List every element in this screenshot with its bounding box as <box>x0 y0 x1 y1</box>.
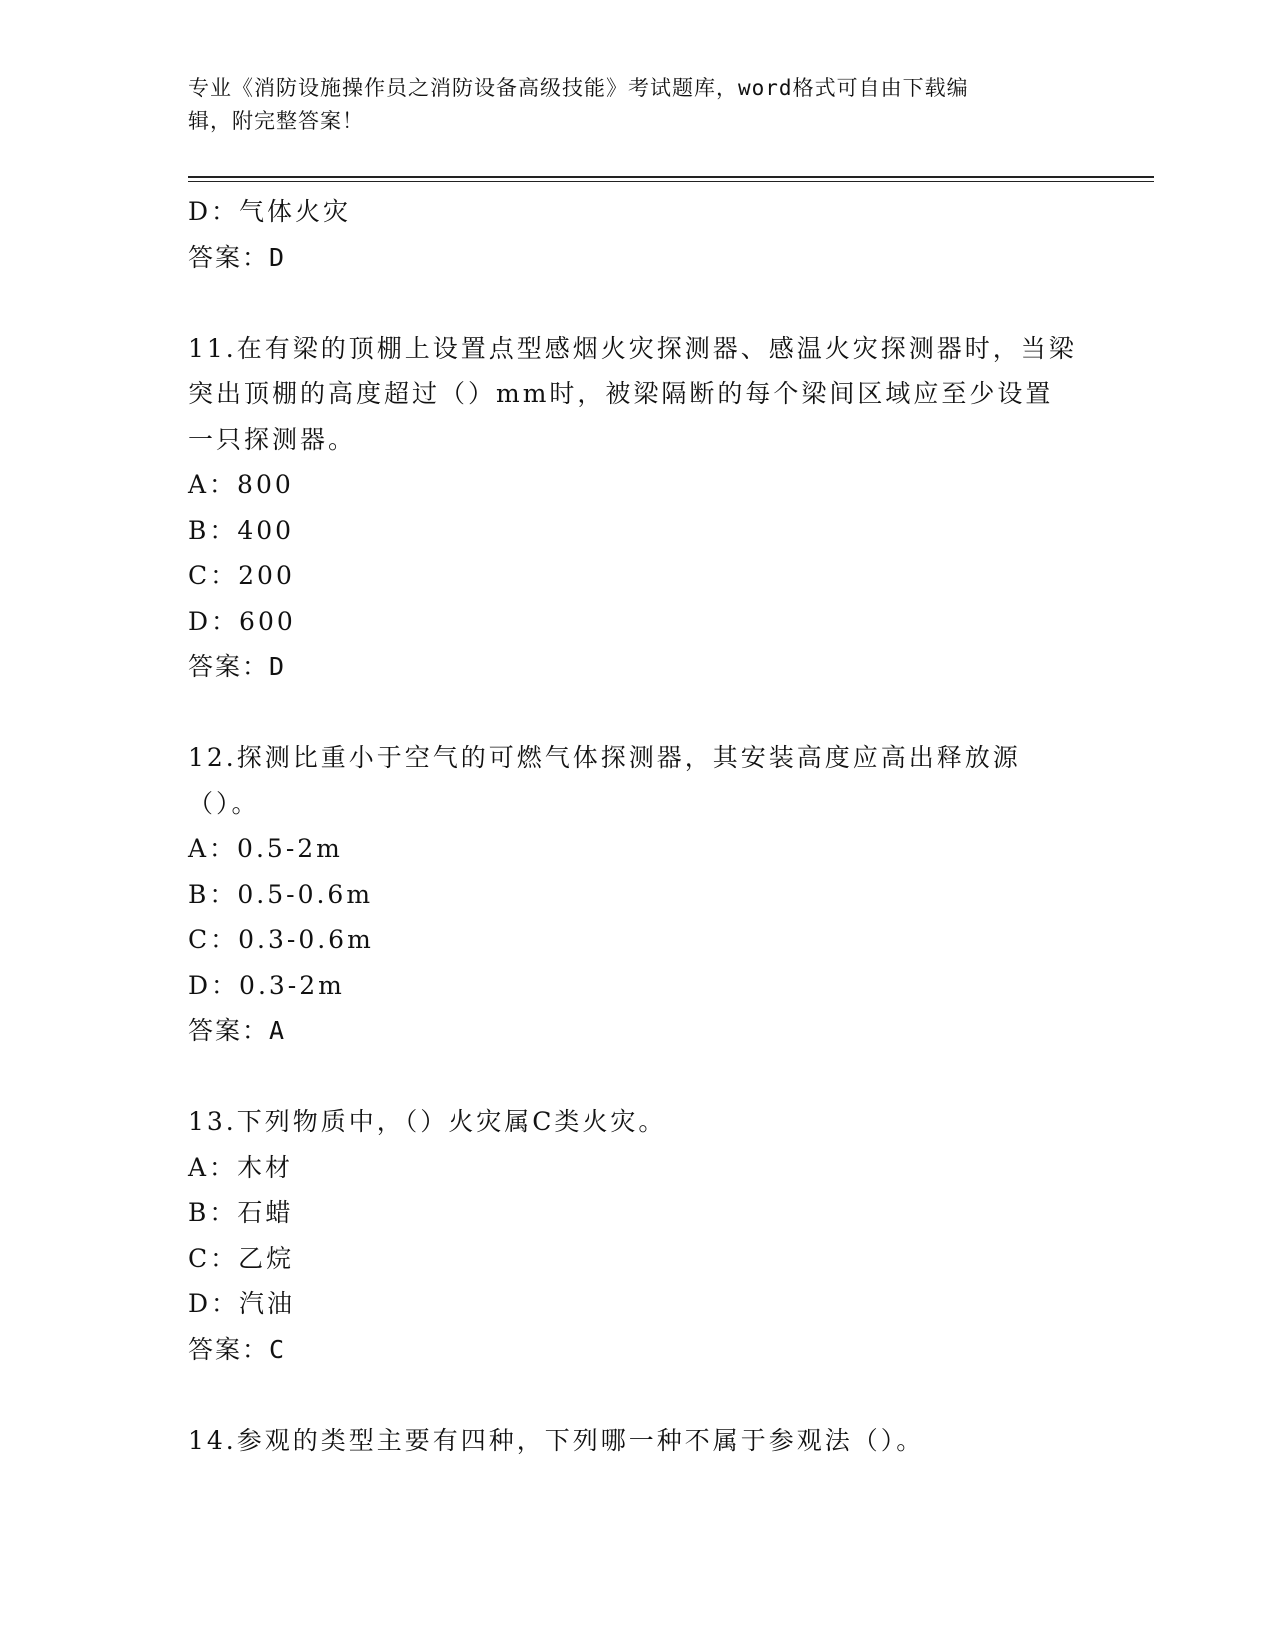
answer-line: 答案：C <box>188 1334 287 1364</box>
header-rule-thin <box>188 181 1154 182</box>
option-b: B：石蜡 <box>188 1198 294 1227</box>
previous-question-tail <box>188 189 1088 280</box>
option-b: B：400 <box>188 515 295 545</box>
header-line-1: 专业《消防设施操作员之消防设备高级技能》考试题库，word格式可自由下载编 <box>188 76 969 100</box>
question-text: 14.参观的类型主要有四种，下列哪一种不属于参观法（）。 <box>188 1425 925 1455</box>
answer-line: 答案：D <box>188 242 287 272</box>
answer-line: 答案：A <box>188 1016 287 1045</box>
option-d: D：600 <box>188 606 296 636</box>
answer-line: 答案：D <box>188 652 287 681</box>
option-d: D：0.3-2m <box>188 970 345 1000</box>
spacer <box>188 280 1088 326</box>
option-c: C：200 <box>188 561 295 590</box>
question-11 <box>188 326 1088 690</box>
question-text: 11.在有梁的顶棚上设置点型感烟火灾探测器、感温火灾探测器时，当梁突出顶棚的高度超过（）mm时，被梁隔断的每个梁间区域应至少设置一只探测器。 <box>188 333 1077 454</box>
option-d: D：汽油 <box>188 1289 296 1318</box>
question-list <box>188 189 1088 1463</box>
option-a: A：0.5-2m <box>188 834 343 863</box>
question-13 <box>188 1099 1088 1372</box>
option-c: C：0.3-0.6m <box>188 925 374 954</box>
option-c: C：乙烷 <box>188 1243 295 1273</box>
page-header <box>188 72 1088 138</box>
option-a: A：800 <box>188 470 294 499</box>
question-text: 13.下列物质中，（）火灾属C类火灾。 <box>188 1107 667 1136</box>
header-rule-thick <box>188 176 1154 178</box>
option-d: D：气体火灾 <box>188 197 352 226</box>
option-a: A：木材 <box>188 1152 294 1182</box>
header-line-2: 辑，附完整答案！ <box>188 109 364 133</box>
question-12 <box>188 735 1088 1054</box>
spacer <box>188 1372 1088 1418</box>
spacer <box>188 690 1088 736</box>
question-14 <box>188 1418 1088 1464</box>
option-b: B：0.5-0.6m <box>188 879 374 909</box>
spacer <box>188 1054 1088 1100</box>
question-text: 12.探测比重小于空气的可燃气体探测器，其安装高度应高出释放源（）。 <box>188 743 1021 818</box>
